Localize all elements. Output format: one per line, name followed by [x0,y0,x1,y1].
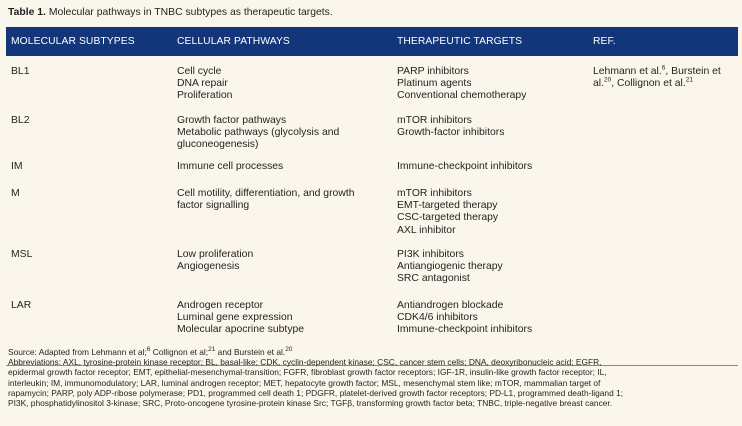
pathway-line: factor signalling [177,200,250,212]
target-line: SRC antagonist [397,273,470,285]
table-row-bl1 [6,66,738,115]
header-cellular-pathways: CELLULAR PATHWAYS [177,36,290,47]
header-ref: REF. [593,36,616,47]
abbreviation-line: epidermal growth factor receptor; EMT, epithelial-mesenchymal-transition; FGFR, fibroblast growth factor receptors; IGF-1R, insulin-like growth factor receptor; IL, [8,367,607,378]
ref-superscript: 20 [603,76,612,84]
ref-text: , Collignon et al. [611,78,686,90]
table-row-bl2 [6,115,738,161]
subtype-cell: BL2 [11,115,30,126]
target-line: AXL inhibitor [397,224,456,236]
target-line: Immune-checkpoint inhibitors [397,324,533,336]
targets-cell [397,188,498,237]
footnote-source [8,347,736,357]
header-therapeutic-targets: THERAPEUTIC TARGETS [397,36,523,47]
target-line: PI3K inhibitors [397,249,464,260]
pathway-line: Molecular apocrine subtype [177,324,305,336]
ref-text: Lehmann et al. [593,66,662,77]
target-line: Conventional chemotherapy [397,90,527,102]
table-row-im [6,161,738,188]
pathways-table [6,27,738,366]
table-row-m [6,188,738,249]
target-line: CDK4/6 inhibitors [397,312,478,324]
targets-cell [397,115,504,139]
pathways-cell [177,188,355,212]
target-line: Immune-checkpoint inhibitors [397,161,533,172]
abbreviation-line: PI3K, phosphatidylinositol 3-kinase; SRC, Proto-oncogene tyrosine-protein kinase Src; TGFβ, transforming growth factor beta; TNBC, triple-negative breast cancer. [8,398,613,409]
subtype-cell: MSL [11,249,33,260]
pathway-line: Low proliferation [177,249,254,260]
ref-cell [593,66,733,90]
pathway-line: Growth factor pathways [177,115,287,126]
target-line: CSC-targeted therapy [397,212,499,224]
targets-cell [397,161,532,173]
table-header-row [6,27,738,56]
target-line: mTOR inhibitors [397,188,472,199]
ref-text: , Burstein et al. [593,66,721,90]
table-row-msl [6,249,738,300]
header-molecular-subtypes: MOLECULAR SUBTYPES [11,36,135,47]
pathways-cell [177,300,304,337]
pathway-line: Immune cell processes [177,161,284,172]
source-superscript: 20 [285,346,293,354]
targets-cell [397,300,532,337]
pathways-cell [177,161,283,173]
ref-text [593,66,733,90]
table-row-lar [6,300,738,352]
targets-cell [397,249,503,286]
subtype-cell: M [11,188,20,199]
table-body [6,56,738,366]
abbreviation-line: rapamycin; PARP, poly ADP-ribose polymerase; PD1, programmed cell death 1; PDGFR, platelet-derived growth factor receptors; PD-L1, programmed death-ligand 1; [8,387,624,398]
pathway-line: Angiogenesis [177,261,240,273]
pathway-line: DNA repair [177,78,228,90]
target-line: Antiangiogenic therapy [397,261,503,273]
caption-label: Table 1. [8,7,46,18]
target-line: PARP inhibitors [397,66,469,77]
caption-text: Molecular pathways in TNBC subtypes as therapeutic targets. [48,7,333,18]
pathway-line: Cell cycle [177,66,222,77]
source-superscript: 6 [146,346,151,354]
pathway-line: Androgen receptor [177,300,264,311]
target-line: Growth-factor inhibitors [397,127,505,139]
pathway-line: Proliferation [177,90,233,102]
source-text: Source: Adapted from Lehmann et al; [8,347,147,357]
pathway-line: gluconeogenesis) [177,139,259,151]
pathway-line: Metabolic pathways (glycolysis and [177,127,340,139]
subtype-cell: BL1 [11,66,30,77]
target-line: Antiandrogen blockade [397,300,504,311]
table-footnotes [8,347,736,408]
source-text: and Burstein et al. [215,347,286,357]
table-caption [8,6,333,19]
pathway-line: Cell motility, differentiation, and growth [177,188,355,199]
subtype-cell: LAR [11,300,32,311]
target-line: mTOR inhibitors [397,115,472,126]
abbreviation-line: Abbreviations: AXL, tyrosine-protein kinase receptor; BL, basal-like; CDK, cyclin-dependent kinase; CSC, cancer stem cells; DNA, deoxyribonucleic acid; EGFR, [8,357,602,368]
targets-cell [397,66,526,103]
ref-superscript: 21 [685,76,693,84]
source-superscript: 21 [208,346,216,354]
ref-superscript: 6 [661,64,666,72]
pathway-line: Luminal gene expression [177,312,293,324]
pathways-cell [177,249,253,273]
target-line: EMT-targeted therapy [397,200,498,212]
footnote-abbreviations [8,357,736,408]
target-line: Platinum agents [397,78,472,90]
pathways-cell [177,66,232,103]
abbreviation-line: interleukin; IM, immunomodulatory; LAR, luminal androgen receptor; MET, hepatocyte growth factor; MSL, mesenchymal stem like; mTOR, mammalian target of [8,377,601,388]
subtype-cell: IM [11,161,23,172]
pathways-cell [177,115,339,152]
source-text: Collignon et al; [150,347,209,357]
